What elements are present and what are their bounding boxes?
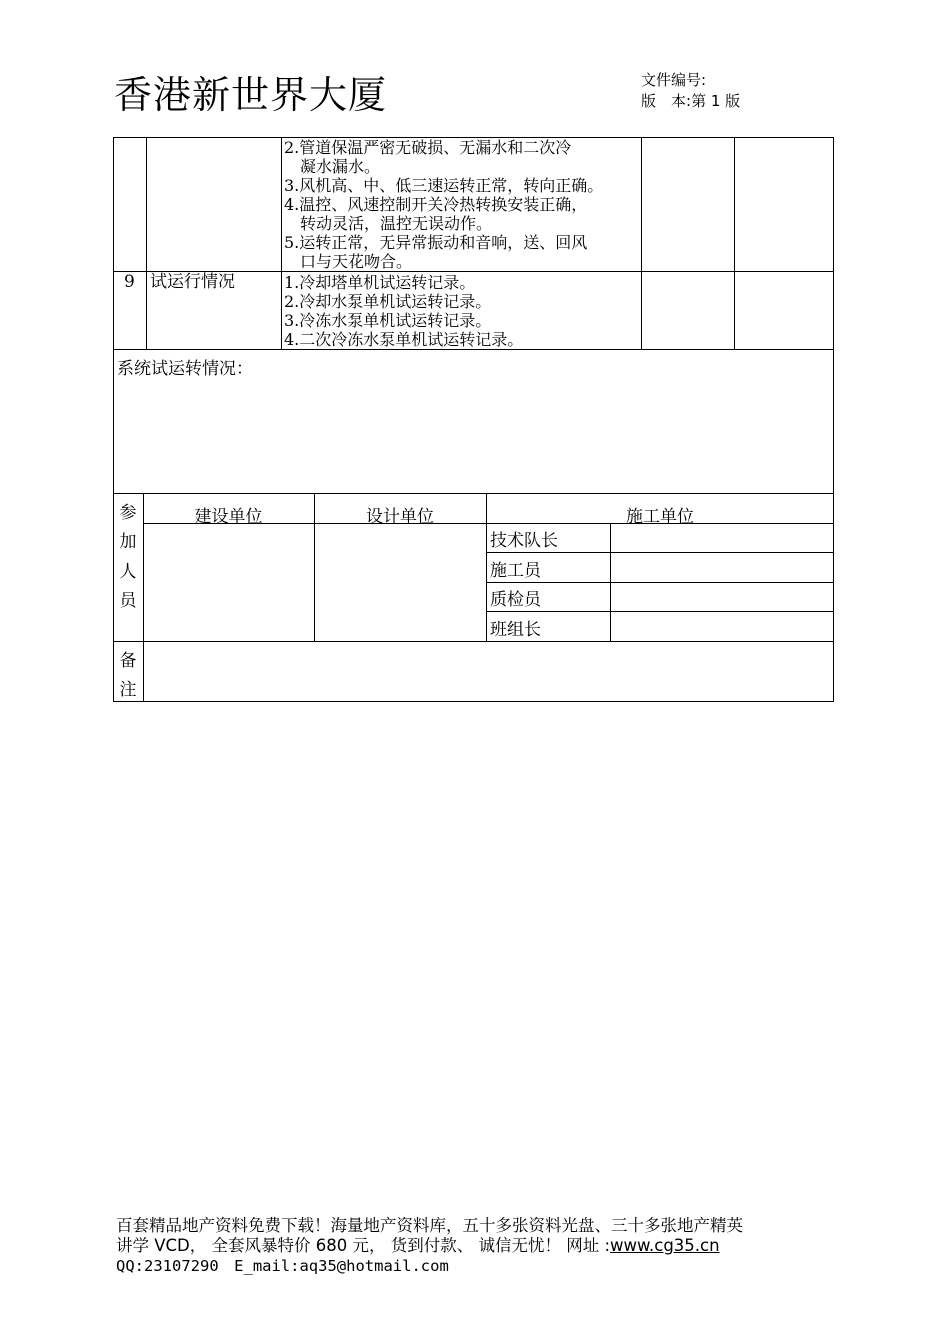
role-label: 班组长 [490, 620, 541, 640]
check-item: 2.冷却水泵单机试运转记录。 [284, 292, 492, 311]
footer-text: 讲学 VCD， 全套风暴特价 680 元， 货到付款、 诚信无忧！ 网址 : [116, 1236, 611, 1255]
check-item: 4.温控、风速控制开关冷热转换安装正确， [284, 195, 588, 214]
version-label: 版 本: [641, 92, 692, 110]
version-value: 第 1 版 [691, 92, 741, 110]
role-label: 质检员 [490, 590, 541, 610]
table-right-border [833, 137, 834, 702]
check-item: 口与天花吻合。 [300, 252, 413, 271]
row-name: 试运行情况 [150, 272, 235, 292]
row-divider [113, 349, 834, 350]
footer-line: 百套精品地产资料免费下载！海量地产资料库，五十多张资料光盘、三十多张地产精英 [116, 1216, 743, 1235]
check-item: 2.管道保温严密无破损、无漏水和二次冷 [284, 138, 572, 157]
check-item: 3.风机高、中、低三速运转正常，转向正确。 [284, 176, 604, 195]
document-title: 香港新世界大厦 [114, 73, 388, 117]
remarks-side-char: 注 [119, 680, 137, 700]
footer-line [116, 1236, 743, 1256]
column-divider [734, 137, 735, 349]
table-left-border [113, 137, 114, 702]
participants-side-char: 人 [119, 562, 137, 582]
row-divider [487, 552, 834, 553]
design-unit-header: 设计单位 [366, 507, 434, 527]
doc-number-label: 文件编号: [641, 71, 707, 89]
check-item: 凝水漏水。 [300, 157, 381, 176]
participants-side-char: 员 [119, 591, 137, 611]
check-item: 1.冷却塔单机试运转记录。 [284, 273, 476, 292]
participants-side-char: 加 [119, 532, 137, 552]
version-line [641, 91, 740, 112]
check-item: 4.二次冷冻水泵单机试运转记录。 [284, 330, 524, 349]
role-label: 技术队长 [490, 531, 558, 551]
column-divider [610, 523, 611, 641]
footer-contact: QQ:23107290 E_mail:aq35@hotmail.com [116, 1257, 449, 1275]
remarks-side-char: 备 [119, 651, 137, 671]
build-unit-header: 建设单位 [194, 507, 263, 527]
row-divider [113, 493, 834, 494]
construction-unit-header: 施工单位 [626, 507, 694, 527]
footer-ad [116, 1216, 743, 1276]
document-meta [641, 70, 740, 112]
role-label: 施工员 [490, 561, 541, 581]
participants-side-char: 参 [119, 503, 137, 523]
website-link[interactable]: www.cg35.cn [610, 1236, 720, 1255]
check-item: 3.冷冻水泵单机试运转记录。 [284, 311, 492, 330]
check-item: 5.运转正常，无异常振动和音响，送、回风 [284, 233, 588, 252]
table-bottom-border [113, 701, 834, 702]
row-divider [487, 582, 834, 583]
row-divider [487, 611, 834, 612]
row-number: 9 [124, 272, 135, 292]
column-divider [146, 137, 147, 349]
column-divider [281, 137, 282, 349]
check-item: 转动灵活，温控无误动作。 [300, 214, 493, 233]
system-commissioning-label: 系统试运转情况： [117, 359, 253, 379]
row-divider [113, 641, 834, 642]
column-divider [641, 137, 642, 349]
